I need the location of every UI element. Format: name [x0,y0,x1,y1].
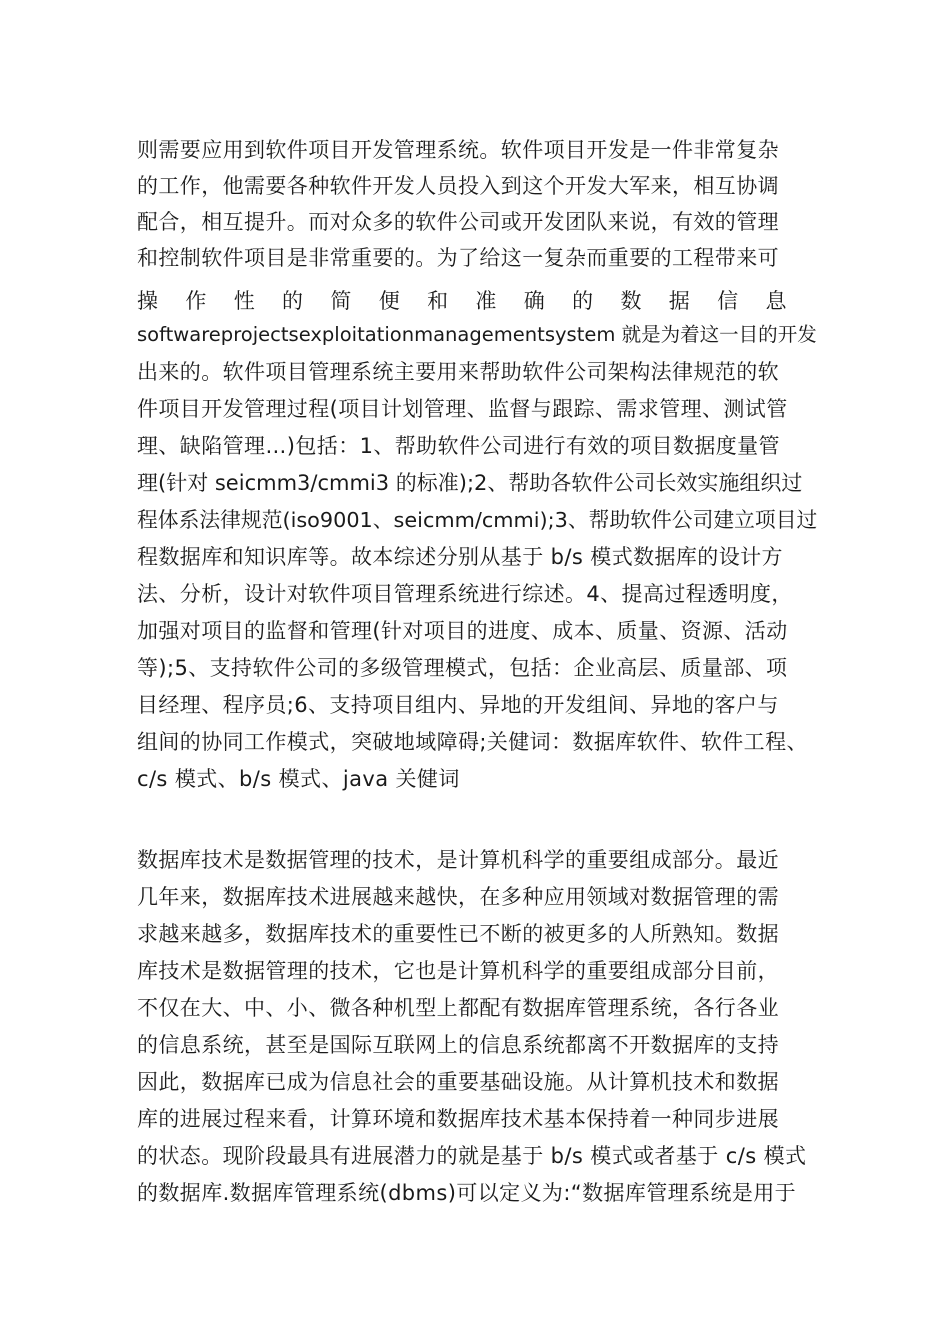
spaced-char: 数 [620,289,642,313]
paragraph-line: 目经理、程序员;6、支持项目组内、异地的开发组间、异地的客户与 [137,693,779,717]
paragraph-line: 理、缺陷管理…)包括：1、帮助软件公司进行有效的项目数据度量管 [137,434,780,458]
paragraph-line: 库的进展过程来看，计算环境和数据库技术基本保持着一种同步进展 [137,1107,779,1131]
spaced-char: 和 [427,289,449,313]
spaced-char: 作 [185,289,207,313]
paragraph-line: softwareprojectsexploitationmanagementsystem 就是为着这一目的开发 [137,323,817,346]
paragraph-line: 和控制软件项目是非常重要的。为了给这一复杂而重要的工程带来可 [137,246,779,270]
paragraph-line: 配合，相互提升。而对众多的软件公司或开发团队来说，有效的管理 [137,210,779,234]
paragraph-line: 的信息系统，甚至是国际互联网上的信息系统都离不开数据库的支持 [137,1033,779,1057]
paragraph-line: 不仅在大、中、小、微各种机型上都配有数据库管理系统，各行各业 [137,996,779,1020]
spaced-char: 息 [765,289,787,313]
paragraph-line: 几年来，数据库技术进展越来越快，在多种应用领域对数据管理的需 [137,885,779,909]
paragraph-line: 件项目开发管理过程(项目计划管理、监督与跟踪、需求管理、测试管 [137,397,788,421]
spaced-char: 确 [523,289,546,313]
spaced-char: 性 [233,289,256,313]
paragraph-line: 则需要应用到软件项目开发管理系统。软件项目开发是一件非常复杂 [137,138,779,162]
paragraph-line: c/s 模式、b/s 模式、java 关健词 [137,767,460,791]
spaced-char: 简 [330,289,352,313]
spaced-char: 操 [137,289,159,313]
paragraph-line: 的状态。现阶段最具有进展潜力的就是基于 b/s 模式或者基于 c/s 模式 [137,1144,807,1168]
paragraph-line: 法、分析，设计对软件项目管理系统进行综述。4、提高过程透明度， [137,582,793,606]
spaced-char: 信 [717,289,739,313]
spaced-char: 便 [378,289,401,313]
paragraph-line: 理(针对 seicmm3/cmmi3 的标准);2、帮助各软件公司长效实施组织过 [137,471,803,495]
paragraph-line: 的工作，他需要各种软件开发人员投入到这个开发大军来，相互协调 [137,174,779,198]
paragraph-line: 等);5、支持软件公司的多级管理模式，包括：企业高层、质量部、项 [137,656,788,680]
paragraph-line: 库技术是数据管理的技术，它也是计算机科学的重要组成部分目前， [137,959,779,983]
paragraph-line: 加强对项目的监督和管理(针对项目的进度、成本、质量、资源、活动 [137,619,788,643]
paragraph-line: 出来的。软件项目管理系统主要用来帮助软件公司架构法律规范的软 [137,360,779,384]
paragraph-line: 组间的协同工作模式，突破地域障碍;关健词：数据库软件、软件工程、 [137,730,808,754]
spaced-char: 的 [282,289,304,313]
spaced-line [137,284,787,318]
paragraph-line: 因此，数据库已成为信息社会的重要基础设施。从计算机技术和数据 [137,1070,779,1094]
spaced-char: 据 [668,289,691,313]
paragraph-line: 求越来越多，数据库技术的重要性已不断的被更多的人所熟知。数据 [137,922,779,946]
spaced-char: 的 [572,289,594,313]
paragraph-line: 程数据库和知识库等。故本综述分别从基于 b/s 模式数据库的设计方 [137,545,783,569]
paragraph-line: 程体系法律规范(iso9001、seicmm/cmmi);3、帮助软件公司建立项目过 [137,508,818,532]
paragraph-line: 的数据库.数据库管理系统(dbms)可以定义为:“数据库管理系统是用于 [137,1181,797,1205]
paragraph-line: 数据库技术是数据管理的技术，是计算机科学的重要组成部分。最近 [137,848,779,872]
spaced-char: 准 [475,289,497,313]
